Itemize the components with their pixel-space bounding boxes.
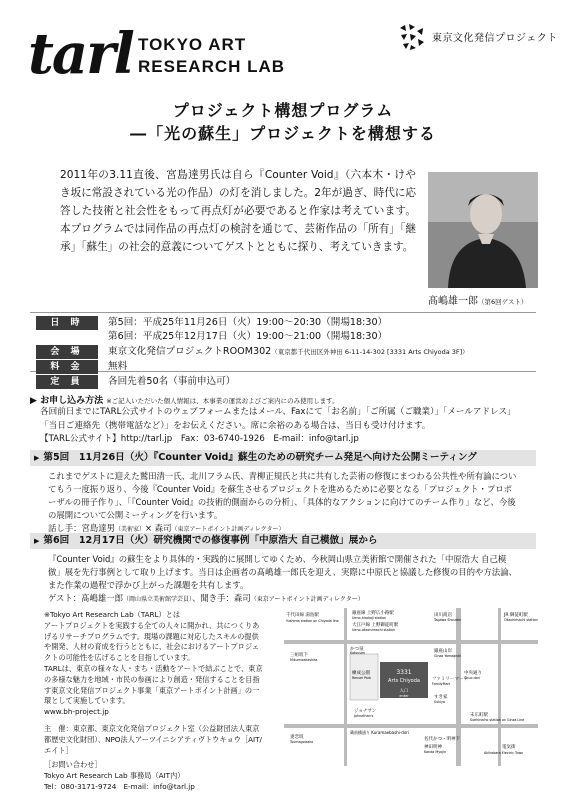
footer-line: ［お問い合わせ］ xyxy=(44,760,102,770)
triangle-icon: ▶ xyxy=(34,537,40,545)
map-label: 練成公園 xyxy=(352,671,370,676)
session5-heading xyxy=(30,450,536,466)
info-fee: 無料 xyxy=(108,361,128,372)
map-label: FamilyMart xyxy=(432,682,451,686)
map-label-entrance: 入口 xyxy=(399,689,409,694)
info-venue-address: （東京都千代田区外神田 6-11-14-302 [3331 Arts Chiyoda 3F]） xyxy=(271,348,469,356)
footer-line: ※Tokyo Art Research Lab（TARL）とは xyxy=(44,610,181,619)
map-label: Suehirocho station on Ginza Line xyxy=(470,718,525,722)
map-label: Akihabara Electric Town xyxy=(484,751,524,755)
session5-description: これまでゲストに迎えた鷲田清一氏、北川フラム氏、青柳正規氏と共に共有した芸術の修復にまつわる公共性や所有論についてもう一度振り返り、今後『Counter Void』を蘇生させるプロジェクトを進めるために必要となる「プロジェクト・プロポーザルの冊子作り」、「『Counter Void』の技術的側面からの分析」、「具体的なアクションに向けてのチーム作り」など、今後の展開について公開ミーティングを行います。 xyxy=(48,471,517,520)
info-label-capacity: 定 員 xyxy=(36,375,98,389)
info-datetime-line1: 第5回：平成25年11月26日（火）19:00〜20:30（開場18:30） xyxy=(108,317,388,328)
program-title: プロジェクト構想プログラム xyxy=(172,101,394,120)
guest-note: （第6回ゲスト） xyxy=(478,298,528,306)
map-label: Okachimachi station xyxy=(504,618,538,622)
map-label-entrance-en: enter xyxy=(399,694,409,698)
footer-url[interactable]: www.bh-project.jp xyxy=(44,707,109,717)
session6-body xyxy=(48,553,518,606)
map-label: Ueno-okachimachi station xyxy=(352,628,396,632)
apply-line: 各回前日までにTARL公式サイトのウェブフォームまたはメール、Faxにて「お名前」「ご所属（ご職業）」「メールアドレス」 xyxy=(40,407,516,417)
footer-info xyxy=(44,610,264,793)
session5-heading-text: 第5回 11月26日（火）『Counter Void』蘇生のための研究チーム発足へ向けた公開ミーティング xyxy=(43,452,477,463)
info-label-datetime: 日 時 xyxy=(36,316,98,330)
session5-body xyxy=(48,470,518,536)
session6-speaker2: 、聞き手：森司 xyxy=(192,593,251,603)
map-label: 三組坂下 xyxy=(290,653,308,658)
tokyo-culture-project-mark-icon xyxy=(397,22,427,52)
apply-heading-note: ※ご記入いただいた個人情報は、本事業の運営およびご案内にのみ使用します。 xyxy=(106,397,339,405)
map-label: Tsumagoizaka xyxy=(290,740,314,744)
map-label: 大江戸線 上野御徒町駅 xyxy=(352,623,399,628)
apply-line: 【TARL公式サイト】http://tarl.jp Fax：03-6740-1926 E-mail：info@tarl.jp xyxy=(40,434,359,444)
info-label-fee: 料 金 xyxy=(36,360,98,374)
footer-line: Tel：080-3171-9724 E-mail：info@tarl.jp xyxy=(44,781,195,791)
map-label: Chuo dori xyxy=(464,676,480,680)
footer-line: アートプロジェクトを実践する全ての人々に開かれ、共につくりあげるリサーチプログラムです。現場の課題に対応したスキルの提供や開発、人材の育成を行うとともに、社会におけるアートプロジェクトの可能性を広げることを目指しています。 xyxy=(44,620,260,663)
triangle-icon: ▶ xyxy=(30,396,37,406)
info-venue-name: 東京文化発信プロジェクトROOM302 xyxy=(108,346,272,357)
intro-text: 2011年の3.11直後、宮島達男氏は自ら『Counter Void』（六本木・けやき坂に常設されている光の作品）の灯を消しました。2年が過ぎ、時代に応答した技術と社会性をもって再点灯が必要であると作家は考えています。本プログラムでは同作品の再点灯の検討を通じて、芸術作品の「所有」「継承」「蘇生」の社会的意義についてゲストとともに探り、考えていきます。 xyxy=(60,169,416,253)
map-label: かつ泉 xyxy=(350,647,364,652)
guest-name: 髙嶋雄一郎 xyxy=(428,296,478,307)
session6-description: 『Counter Void』の蘇生をより具体的・実践的に展開してゆくため、今秋岡山県立美術館で開催された「中原浩大 自己模倣」展を先行事例として取り上げます。当日は企画者の髙嶋雄一郎氏を迎え、実際に中原氏と協議した修復の目的や方法論、また作業の過程で浮かび上がった課題を共有します。 xyxy=(48,554,517,590)
session6-speaker2-note: （東京アートポイント計画ディレクター） xyxy=(250,596,364,603)
tarl-logo-subtitle xyxy=(138,34,285,78)
info-datetime-line2: 第6回：平成25年12月17日（火）19:00〜21:00（開場18:30） xyxy=(108,331,388,342)
map-label: Johnathan's xyxy=(354,714,374,718)
session6-heading-text: 第6回 12月17日（火）研究機関での修復事例「中原浩大 自己模倣」展から xyxy=(43,535,378,546)
map-label: ファミリーマート xyxy=(432,677,468,682)
map-label: 銀座線 上野広小路駅 xyxy=(352,611,394,616)
apply-line: 「当日ご連絡先（携帯電話など）」をお伝えください。席に余裕のある場合は、当日も受け付けます。 xyxy=(40,420,431,431)
session5-speaker: 話し手：宮島達男 xyxy=(48,523,115,533)
map-label: すき家 xyxy=(434,695,448,700)
map-label: 神田明神 xyxy=(424,745,442,750)
map-label: 妻恋坂 xyxy=(290,735,304,740)
map-label: Kanda Myojin xyxy=(424,750,447,754)
map-label: 末広町駅 xyxy=(470,713,488,718)
map-label: JR 御徒町駅 xyxy=(504,613,528,618)
logo-sub-line1: TOKYO ART xyxy=(138,35,247,54)
session5-speaker-note: （美術家） xyxy=(115,526,146,533)
footer-line: TARLは、東京の様々な人・まち・活動をアートで結ぶことで、東京の多様な魅力を地域・市民の参画により創造・発信することを目指す東京文化発信プロジェクト事業「東京アートポイント計画」の一環として実施しています。 xyxy=(44,663,263,706)
info-venue xyxy=(108,345,469,359)
map-label-3331b: Arts Chiyoda xyxy=(388,678,420,684)
info-label-venue: 会 場 xyxy=(36,345,98,359)
guest-caption xyxy=(428,292,527,307)
map-label-3331: 3331 xyxy=(396,669,412,676)
session6-speakers xyxy=(48,592,518,606)
guest-portrait-icon xyxy=(428,172,538,288)
access-map xyxy=(284,608,538,766)
session6-speaker-note: （岡山県立美術館学芸員） xyxy=(123,596,193,603)
footer-line: Tokyo Art Research Lab 事務局（AIT内） xyxy=(44,771,185,781)
triangle-icon: ▶ xyxy=(34,454,40,462)
map-label: 電気街 xyxy=(502,745,516,750)
tarl-logo: tarl xyxy=(28,21,133,87)
map-label: Rensei Park xyxy=(352,676,372,680)
session6-heading xyxy=(30,533,536,549)
footer-line: 主 催：東京都、東京文化発信プロジェクト室（公益財団法人東京都歴史文化財団）、NPO法人アーツイニシアティヴトウキョウ［AIT/エイト］ xyxy=(44,723,262,755)
info-capacity: 各回先着50名（事前申込可） xyxy=(108,376,236,387)
map-label: Mikumizakashita xyxy=(290,658,318,662)
map-road xyxy=(498,608,501,766)
session6-speaker: ゲスト：髙嶋雄一郎 xyxy=(48,593,124,603)
partner-name: 東京文化発信プロジェクト xyxy=(432,33,558,44)
map-label: ジョナサン xyxy=(354,709,377,714)
map-label: 中央通り xyxy=(464,671,482,676)
map-label: Yushima station on Chiyoda line xyxy=(286,619,339,623)
map-road xyxy=(456,608,461,766)
session5-speaker2-note: （東京アートポイント計画ディレクター） xyxy=(171,526,285,533)
map-label: Tagawa Shouten xyxy=(434,618,462,622)
map-road xyxy=(344,608,347,766)
logo-sub-line2: RESEARCH LAB xyxy=(138,57,286,76)
map-label: 千代田線 湯島駅 xyxy=(286,613,319,618)
apply-heading xyxy=(30,393,339,406)
map-label: Sukiya xyxy=(434,700,445,704)
program-subtitle: ―「光の蘇生」プロジェクトを構想する xyxy=(130,124,436,143)
map-label: 蔵前橋通り Kuramaebashi-dori xyxy=(350,730,410,735)
apply-text xyxy=(40,406,530,447)
map-label: Ueno-hirokoji station xyxy=(352,616,387,620)
map-label: 名代かつ・明神下 xyxy=(424,737,460,742)
map-label: Katsusen xyxy=(350,651,366,655)
map-label: Ginza Yamagishi xyxy=(434,654,461,658)
apply-heading-text: お申し込み方法 xyxy=(40,396,104,406)
session5-speaker2: × 森司 xyxy=(145,523,172,533)
map-label: 田川商店 xyxy=(434,613,452,618)
map-label: 銀座山岸 xyxy=(434,649,452,654)
guest-photo xyxy=(428,172,538,288)
